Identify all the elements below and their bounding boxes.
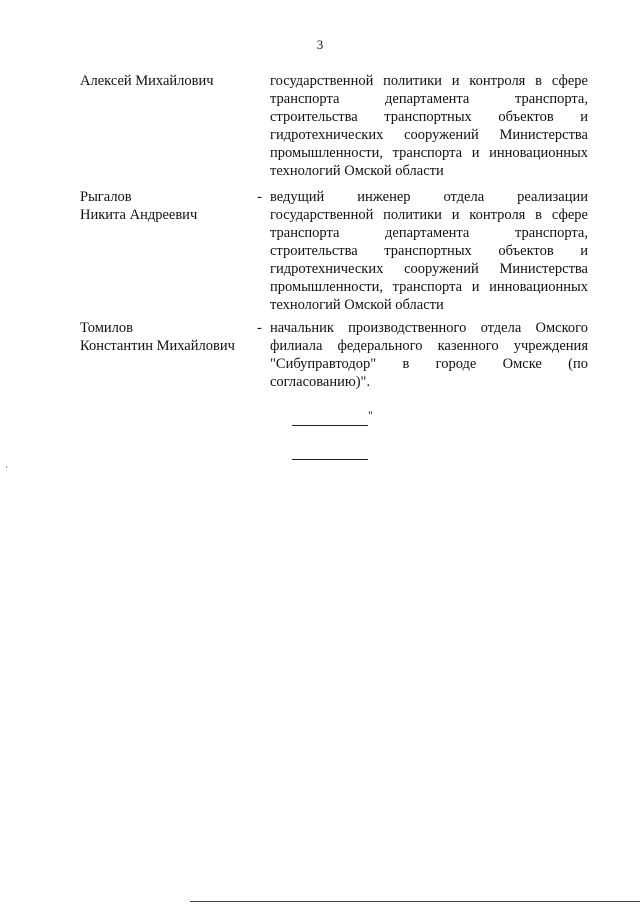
- member-surname: Томилов: [80, 320, 134, 336]
- member-name: [80, 188, 255, 224]
- member-position: [270, 319, 588, 391]
- entry-dash: -: [257, 320, 262, 336]
- position-line: филиала федерального казенного учреждения: [270, 338, 588, 354]
- position-line: гидротехнических сооружений Министерства: [270, 261, 588, 277]
- member-name-line: Алексей Михайлович: [80, 73, 214, 89]
- position-line: строительства транспортных объектов и: [270, 109, 588, 125]
- position-line: "Сибуправтодор" в городе Омске (по: [270, 356, 588, 372]
- position-line: государственной политики и контроля в сфере: [270, 73, 588, 89]
- position-line: промышленности, транспорта и инновационных: [270, 279, 588, 295]
- position-line: строительства транспортных объектов и: [270, 243, 588, 259]
- position-line: транспорта департамента транспорта,: [270, 91, 588, 107]
- position-line: технологий Омской области: [270, 163, 444, 179]
- closing-quote: ": [368, 408, 373, 422]
- entry-dash: -: [257, 189, 262, 205]
- position-line: государственной политики и контроля в сфере: [270, 207, 588, 223]
- position-line: транспорта департамента транспорта,: [270, 225, 588, 241]
- signature-line: [292, 425, 368, 426]
- member-position: [270, 72, 588, 180]
- member-given-names: Константин Михайлович: [80, 338, 235, 354]
- position-line: промышленности, транспорта и инновационных: [270, 145, 588, 161]
- member-given-names: Никита Андреевич: [80, 207, 198, 223]
- position-line: согласованию)".: [270, 374, 371, 390]
- position-line: гидротехнических сооружений Министерства: [270, 127, 588, 143]
- position-line: ведущий инженер отдела реализации: [270, 189, 588, 205]
- position-line: начальник производственного отдела Омского: [270, 320, 588, 336]
- member-name: [80, 319, 255, 355]
- member-name: [80, 72, 255, 90]
- position-line: технологий Омской области: [270, 297, 444, 313]
- member-position: [270, 188, 588, 314]
- signature-line: [292, 459, 368, 460]
- scan-speck: [6, 466, 7, 468]
- page-number: 3: [316, 37, 324, 52]
- member-surname: Рыгалов: [80, 189, 132, 205]
- bottom-rule: [190, 901, 640, 902]
